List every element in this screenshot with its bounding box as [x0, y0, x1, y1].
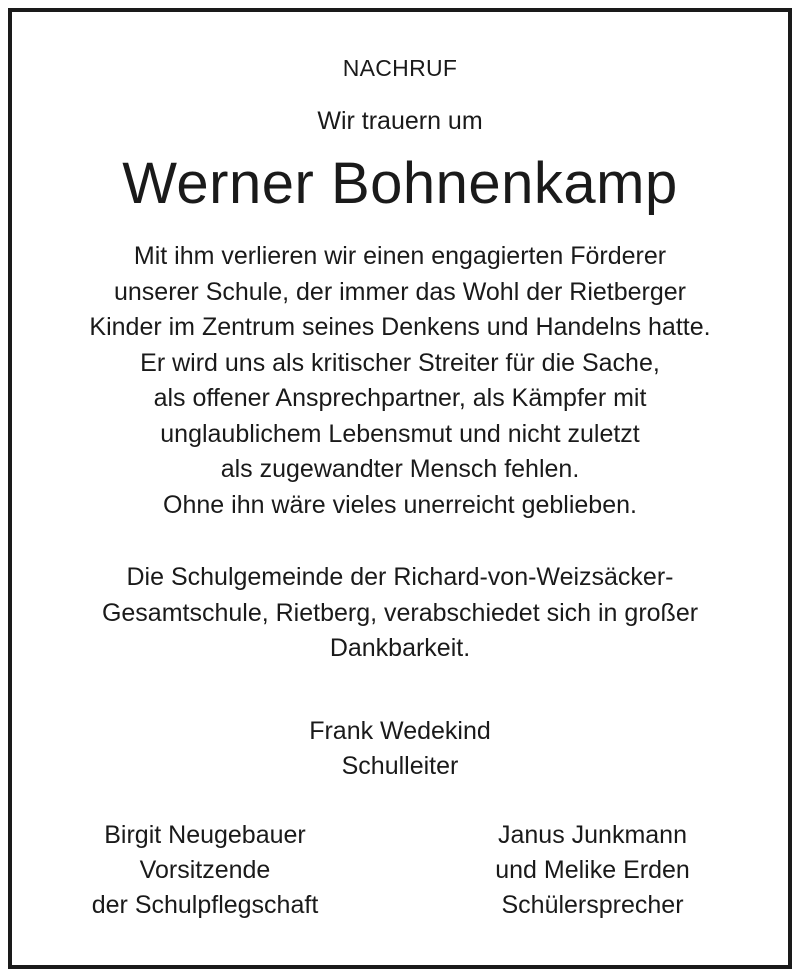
principal-role: Schulleiter: [341, 752, 459, 780]
tribute-text: [0, 239, 800, 523]
students-rep-role: Schülersprecher: [501, 891, 684, 919]
notice-label: NACHRUF: [342, 55, 458, 81]
tribute-line: Ohne ihn wäre vieles unerreicht geblieben.: [163, 490, 637, 519]
tribute-line: unglaublichem Lebensmut und nicht zuletzt: [160, 419, 640, 448]
students-rep-name: und Melike Erden: [495, 856, 690, 884]
principal-signature: [0, 714, 800, 784]
tribute-line: Kinder im Zentrum seines Denkens und Handelns hatte.: [89, 313, 711, 341]
tribute-line: als zugewandter Mensch fehlen.: [220, 455, 580, 483]
farewell-line: Dankbarkeit.: [329, 634, 471, 662]
tribute-line: Er wird uns als kritischer Streiter für die Sache,: [140, 348, 660, 377]
tribute-line: Mit ihm verlieren wir einen engagierten Förderer: [133, 242, 667, 270]
parents-rep-name: Birgit Neugebauer: [104, 821, 306, 849]
tribute-line: als offener Ansprechpartner, als Kämpfer mit: [153, 384, 647, 412]
farewell-line: Gesamtschule, Rietberg, verabschiedet sich in großer: [101, 598, 699, 627]
parents-rep-role: Vorsitzende: [139, 856, 271, 884]
principal-name: Frank Wedekind: [309, 717, 491, 745]
students-rep-name: Janus Junkmann: [497, 821, 687, 849]
farewell-text: [0, 560, 800, 667]
tribute-line: unserer Schule, der immer das Wohl der Rietberger: [113, 277, 686, 306]
intro-line: Wir trauern um: [317, 107, 483, 135]
parents-rep-role: der Schulpflegschaft: [91, 891, 319, 919]
students-signature: [420, 818, 765, 923]
deceased-name: Werner Bohnenkamp: [122, 151, 678, 216]
parents-signature: [40, 818, 370, 923]
farewell-line: Die Schulgemeinde der Richard-von-Weizsäcker-: [126, 563, 674, 591]
